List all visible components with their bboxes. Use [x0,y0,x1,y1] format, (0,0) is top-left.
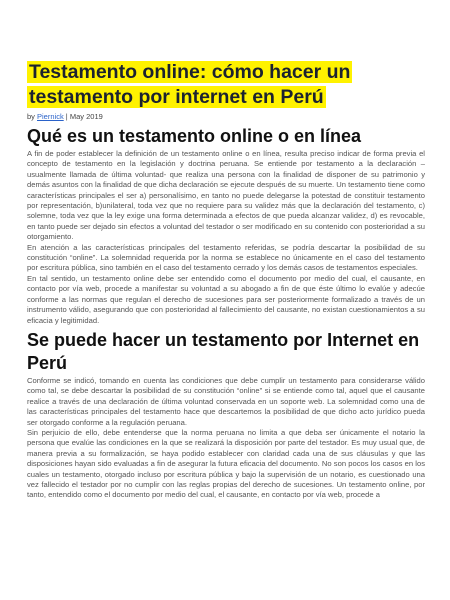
section-2-paragraph-1: Conforme se indicó, tomando en cuenta las condiciones que debe cumplir un testamento para considerarse válido como tal, se debe descartar la posibilidad de su constitución “online” si se entiende como tal, aquel que el causante realice a través de una declaración de última voluntad conservada en un soporte web. La solemnidad como una de las características principales del testamento hace que descartemos la posibilidad de que dicho acto jurídico pueda ser otorgado conforme a la regulación peruana. [27,375,425,427]
section-2-paragraph-2: Sin perjuicio de ello, debe entenderse que la norma peruana no limita a que deba ser únicamente el notario la persona que evalúe las condiciones en la que se realizará la disposición por parte del testador. Es muy usual que, de manera previa a su formalización, se haya podido establecer con claridad cada una de sus cláusulas y que las disposiciones hayan sido evaluadas a fin de asegurar la futura eficacia del documento. No son pocos los casos en los cuales un testamento, otorgado incluso por escritura pública y bajo la supervisión de un notario, es cuestionado una vez fallecido el testador por no cumplir con las reglas propias del derecho de sucesiones. Un testamento online, por tanto, entendido como el documento por medio del cual, el causante, en contacto por vía web, procede a [27,427,425,500]
author-link[interactable]: Piernick [37,112,64,121]
byline-prefix: by [27,112,35,121]
section-1-paragraph-3: En tal sentido, un testamento online debe ser entendido como el documento por medio del cual, el causante, en contacto por vía web, procede a manifestar su voluntad a su abogado a fin de que éste último lo evalúe y adecúe conforme a las normas que regulan el derecho de sucesiones para ser posteriormente formalizado a través de un instrumento válido, asegurando que con posterioridad al fallecimiento del causante, no existan cuestionamientos a su eficacia y legitimidad. [27,273,425,325]
section-1-paragraph-2: En atención a las características principales del testamento referidas, se podría descartar la posibilidad de su constitución “online”. La solemnidad requerida por la norma se establece no únicamente en el caso del testamento por escritura pública, sino también en el caso del testamento cerrado y los demás casos de testamentos especiales. [27,242,425,273]
article-title [27,60,425,110]
article [27,60,425,501]
section-heading-can-do-online: Se puede hacer un testamento por Internet en Perú [27,329,420,373]
article-title-text: Testamento online: cómo hacer un testamento por internet en Perú [29,61,351,108]
publish-date: May 2019 [69,112,103,121]
byline [27,112,425,122]
section-1-paragraph-1: A fin de poder establecer la definición de un testamento online o en línea, resulta preciso indicar de forma previa el concepto de testamento en la legislación y doctrina peruana. Se entiende por testamento a la declaración –usualmente llamada de última voluntad- que realiza una persona con la finalidad de disponer de su patrimonio y demás asuntos con la finalidad de que dicha declaración se ejecute después de su muerte. Un testamento tiene como características principales el ser a) personalísimo, en tanto no puede delegarse la potestad de constituir testamento por representación, b)unilateral, toda vez que no requiere para su validez más que la declaración del testamento, c) solemne, toda vez que la ley exige una forma determinada a efectos de que pueda alcanzar validez, d) es revocable, en tanto puede ser dejado sin efectos a voluntad del testador o ser modificado en su contenido con posterioridad a su otorgamiento. [27,149,425,242]
section-heading-what-is: Qué es un testamento online o en línea [27,126,362,146]
byline-separator: | [65,112,68,121]
